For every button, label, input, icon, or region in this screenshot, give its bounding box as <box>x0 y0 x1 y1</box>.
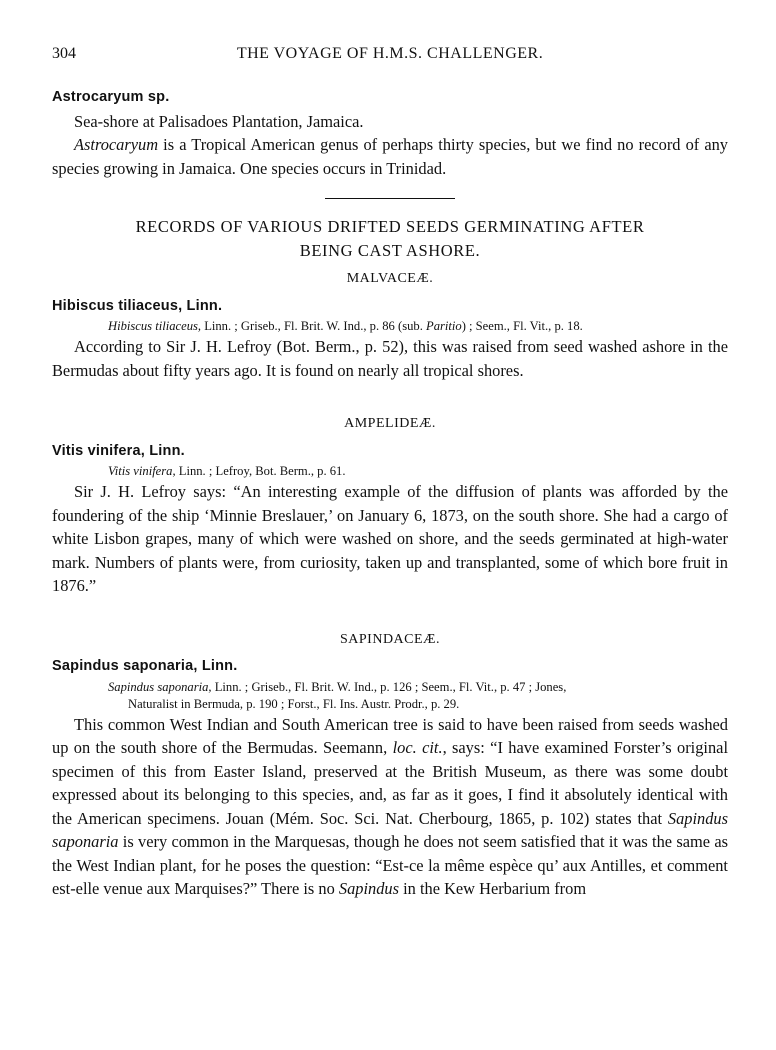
synonymy-sapindus <box>52 679 728 713</box>
synonymy-italic: Sapindus saponaria, <box>108 679 212 694</box>
genus-italic: Astrocaryum <box>74 135 159 154</box>
family-heading-malvaceae: MALVACEÆ. <box>346 271 434 286</box>
species-name-hibiscus: Hibiscus tiliaceus, Linn. <box>52 297 223 314</box>
species-name-vitis: Vitis vinifera, Linn. <box>52 442 185 459</box>
family-heading-ampelideae: AMPELIDEÆ. <box>344 416 436 431</box>
section-title-line-2: BEING CAST ASHORE. <box>299 241 481 260</box>
paragraph-hibiscus: According to Sir J. H. Lefroy (Bot. Berm., p. 52), this was raised from seed washed ashore in the Bermudas about fifty years ago. It is found on nearly all tropical shores. <box>52 337 728 380</box>
paragraph-text: , says: “I have examined Forster’s original specimen of this from Easter Island, preserved at the British Museum, as there was some doubt expressed about its belonging to this species, and, as far as it goes, I find it absolutely identical with the American specimens. Jouan (Mém. Soc. Sci. Nat. Cherbourg, 1865, p. 102) states that <box>52 738 729 828</box>
synonymy-italic: Vitis vinifera, <box>108 464 176 478</box>
synonymy-italic: Hibiscus tiliaceus, <box>108 319 202 333</box>
paragraph-vitis: Sir J. H. Lefroy says: “An interesting example of the diffusion of plants was afforded by the foundering of the ship ‘Minnie Breslauer,’ on January 6, 1873, on the south shore. She had a cargo of white Lisbon grapes, many of which were washed on shore, and the seeds germinated at high-water mark. Numbers of plants were, from curiosity, taken up and transplanted, some of which bore fruit in 1876.” <box>52 482 728 595</box>
locality-astrocaryum: Sea-shore at Palisadoes Plantation, Jamaica. <box>74 111 364 131</box>
synonymy-text: Linn. ; Griseb., Fl. Brit. W. Ind., p. 126 ; Seem., Fl. Vit., p. 47 ; Jones, <box>211 679 567 694</box>
section-title-line-1: RECORDS OF VARIOUS DRIFTED SEEDS GERMINATING AFTER <box>135 217 645 236</box>
synonymy-hibiscus <box>52 318 728 335</box>
paragraph-text: is very common in the Marquesas, though he does not seem satisfied that it was the same as the West Indian plant, for he poses the question: “Est-ce la même espèce qu’ aux Antilles, et comment est-elle venue aux Marquises?” There is no <box>52 832 728 898</box>
paragraph-text: in the Kew Herbarium from <box>399 879 587 898</box>
synonymy-continuation: Naturalist in Bermuda, p. 190 ; Forst., Fl. Ins. Austr. Prodr., p. 29. <box>128 696 460 711</box>
synonymy-vitis <box>52 463 728 480</box>
page-number: 304 <box>52 45 76 62</box>
family-heading-sapindaceae: SAPINDACEÆ. <box>339 631 440 647</box>
paragraph-sapindus <box>52 713 728 901</box>
synonymy-text: ) ; Seem., Fl. Vit., p. 18. <box>461 319 583 333</box>
species-name-sapindus: Sapindus saponaria, Linn. <box>52 658 238 674</box>
paragraph-italic: Sapindus saponaria <box>52 808 728 851</box>
synonymy-italic: Paritio <box>426 319 462 333</box>
page-content <box>52 86 728 901</box>
section-divider-rule <box>325 198 455 199</box>
note-astrocaryum-text: is a Tropical American genus of perhaps thirty species, but we find no record of any species growing in Jamaica. One species occurs in Trinidad. <box>52 135 728 178</box>
section-title <box>52 215 728 263</box>
page-header <box>52 45 728 67</box>
paragraph-italic: loc. cit. <box>392 738 443 757</box>
paragraph-text: This common West Indian and South American tree is said to have been raised from seeds washed up on the south shore of the Bermudas. Seemann, <box>52 714 728 757</box>
paragraph-italic: Sapindus <box>338 879 399 898</box>
running-title: THE VOYAGE OF H.M.S. CHALLENGER. <box>236 45 544 62</box>
species-name-astrocaryum: Astrocaryum sp. <box>52 89 170 105</box>
synonymy-text: Linn. ; Lefroy, Bot. Berm., p. 61. <box>175 464 346 478</box>
note-astrocaryum <box>52 133 728 180</box>
synonymy-text: Linn. ; Griseb., Fl. Brit. W. Ind., p. 86 (sub. <box>201 319 426 333</box>
